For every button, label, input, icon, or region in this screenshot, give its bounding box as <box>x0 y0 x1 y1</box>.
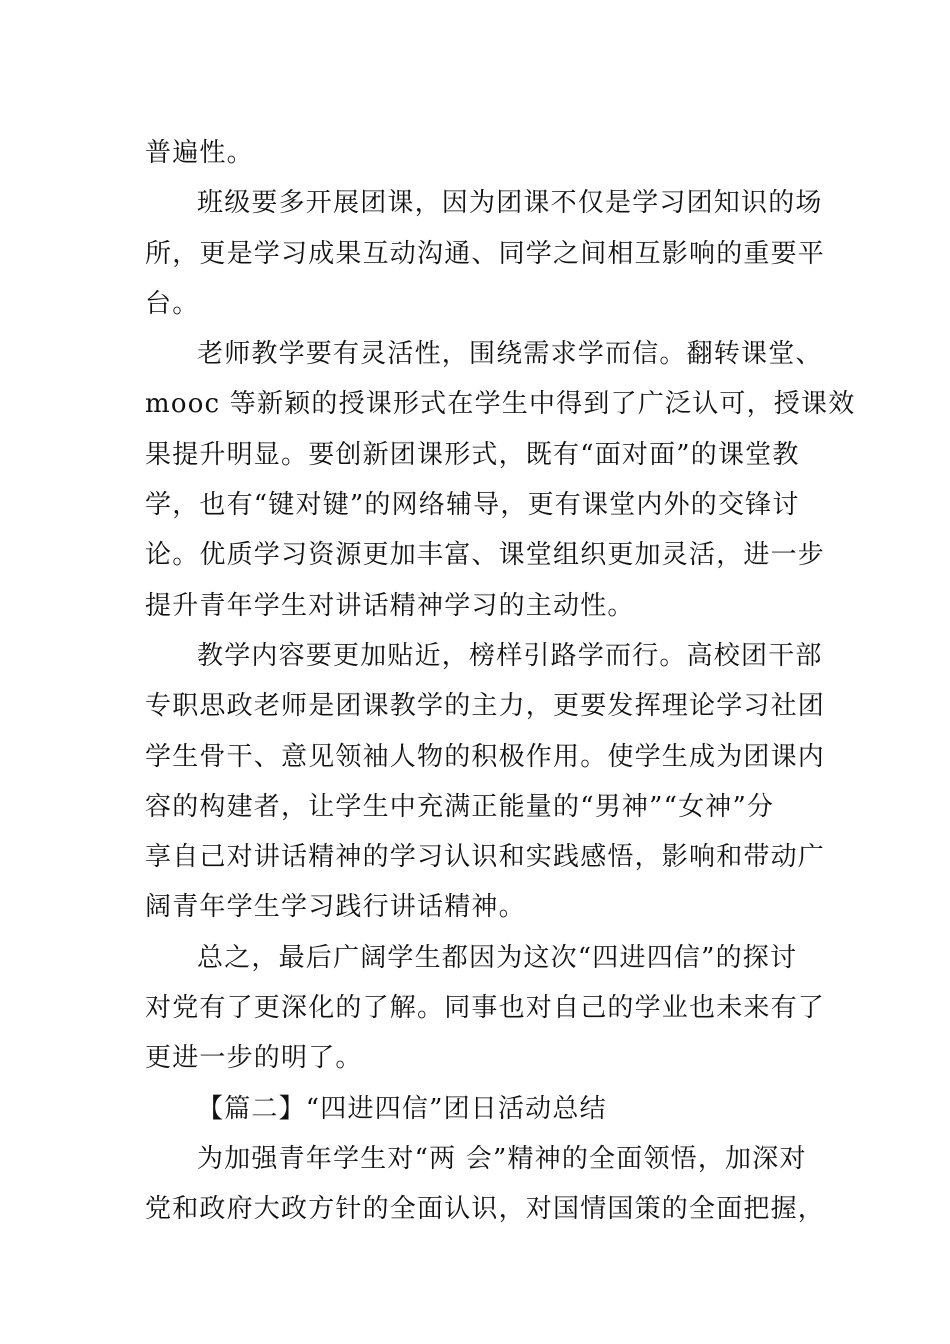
text-line: 容的构建者，让学生中充满正能量的“男神”“女神”分 <box>145 791 775 822</box>
text-line: mooc 等新颖的授课形式在学生中得到了广泛认可，授课效 <box>145 389 856 420</box>
paragraph-start-line: 老师教学要有灵活性，围绕需求学而信。翻转课堂、 <box>197 339 823 370</box>
text-line: 更进一步的明了。 <box>145 1043 363 1074</box>
text-line: 党和政府大政方针的全面认识，对国情国策的全面把握， <box>145 1194 826 1225</box>
text-line: 学，也有“键对键”的网络辅导，更有课堂内外的交锋讨 <box>145 490 800 521</box>
paragraph-start-line: 为加强青年学生对“两 会”精神的全面领悟，加深对 <box>197 1143 807 1174</box>
text-line: 论。优质学习资源更加丰富、课堂组织更加灵活，进一步 <box>145 540 826 571</box>
section-heading: 【篇二】“四进四信”团日活动总结 <box>197 1093 607 1124</box>
text-line: 学生骨干、意见领袖人物的积极作用。使学生成为团课内 <box>145 741 826 772</box>
text-line: 享自己对讲话精神的学习认识和实践感悟，影响和带动广 <box>145 842 826 873</box>
paragraph-start-line: 总之，最后广阔学生都因为这次“四进四信”的探讨 <box>197 942 798 973</box>
document-body <box>145 128 856 1235</box>
paragraph-start-line: 班级要多开展团课，因为团课不仅是学习团知识的场 <box>197 188 823 219</box>
paragraph-start-line: 教学内容要更加贴近，榜样引路学而行。高校团干部 <box>197 640 823 671</box>
text-line: 阔青年学生学习践行讲话精神。 <box>145 892 526 923</box>
text-line: 专职思政老师是团课教学的主力，更要发挥理论学习社团 <box>145 691 826 722</box>
text-line: 台。 <box>145 288 200 319</box>
text-line: 提升青年学生对讲话精神学习的主动性。 <box>145 590 635 621</box>
text-line: 所，更是学习成果互动沟通、同学之间相互影响的重要平 <box>145 238 826 269</box>
text-line: 对党有了更深化的了解。同事也对自己的学业也未来有了 <box>145 993 826 1024</box>
text-line: 果提升明显。要创新团课形式，既有“面对面”的课堂教 <box>145 439 800 470</box>
text-line: 普遍性。 <box>145 138 254 168</box>
